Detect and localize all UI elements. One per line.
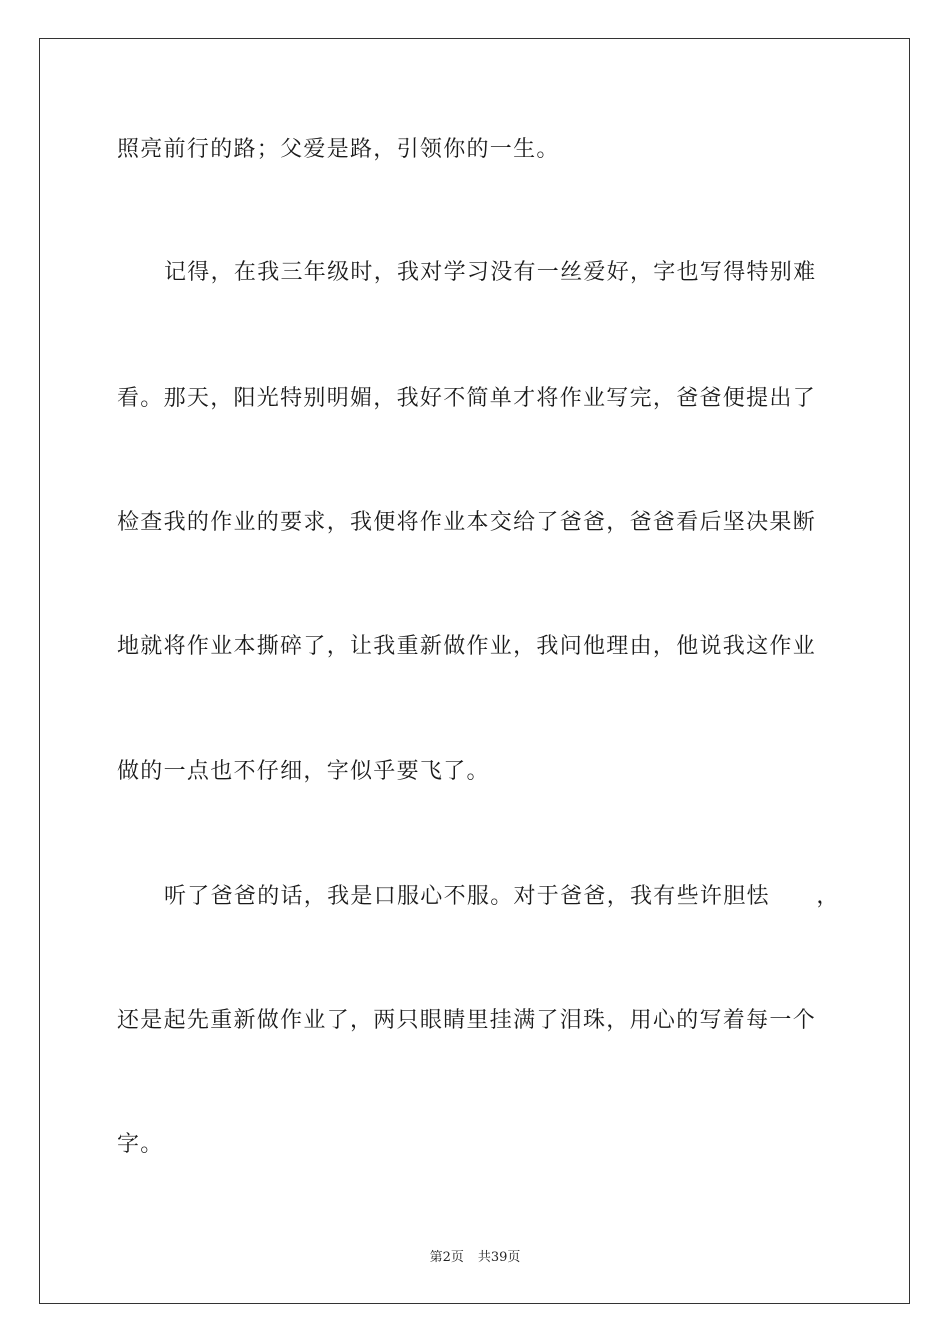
paragraph-start-line: 记得，在我三年级时，我对学习没有一丝爱好，字也写得特别难 xyxy=(164,260,817,285)
paragraph-start-line: 听了爸爸的话，我是口服心不服。对于爸爸，我有些许胆怯 ， xyxy=(164,884,840,909)
page-border xyxy=(39,38,910,1304)
text-line: 检查我的作业的要求，我便将作业本交给了爸爸，爸爸看后坚决果断 xyxy=(117,510,817,535)
text-line: 字。 xyxy=(117,1132,164,1157)
page-number: 第2页 xyxy=(429,1250,464,1265)
page-total: 共39页 xyxy=(477,1250,521,1265)
text-line: 看。那天，阳光特别明媚，我好不简单才将作业写完，爸爸便提出了 xyxy=(117,386,817,411)
text-line: 地就将作业本撕碎了，让我重新做作业，我问他理由，他说我这作业 xyxy=(117,634,817,659)
text-line: 照亮前行的路；父爱是路，引领你的一生。 xyxy=(117,137,560,162)
text-line: 做的一点也不仔细，字似乎要飞了。 xyxy=(117,759,490,784)
text-line: 还是起先重新做作业了，两只眼睛里挂满了泪珠，用心的写着每一个 xyxy=(117,1008,817,1033)
page-footer xyxy=(0,1249,950,1267)
